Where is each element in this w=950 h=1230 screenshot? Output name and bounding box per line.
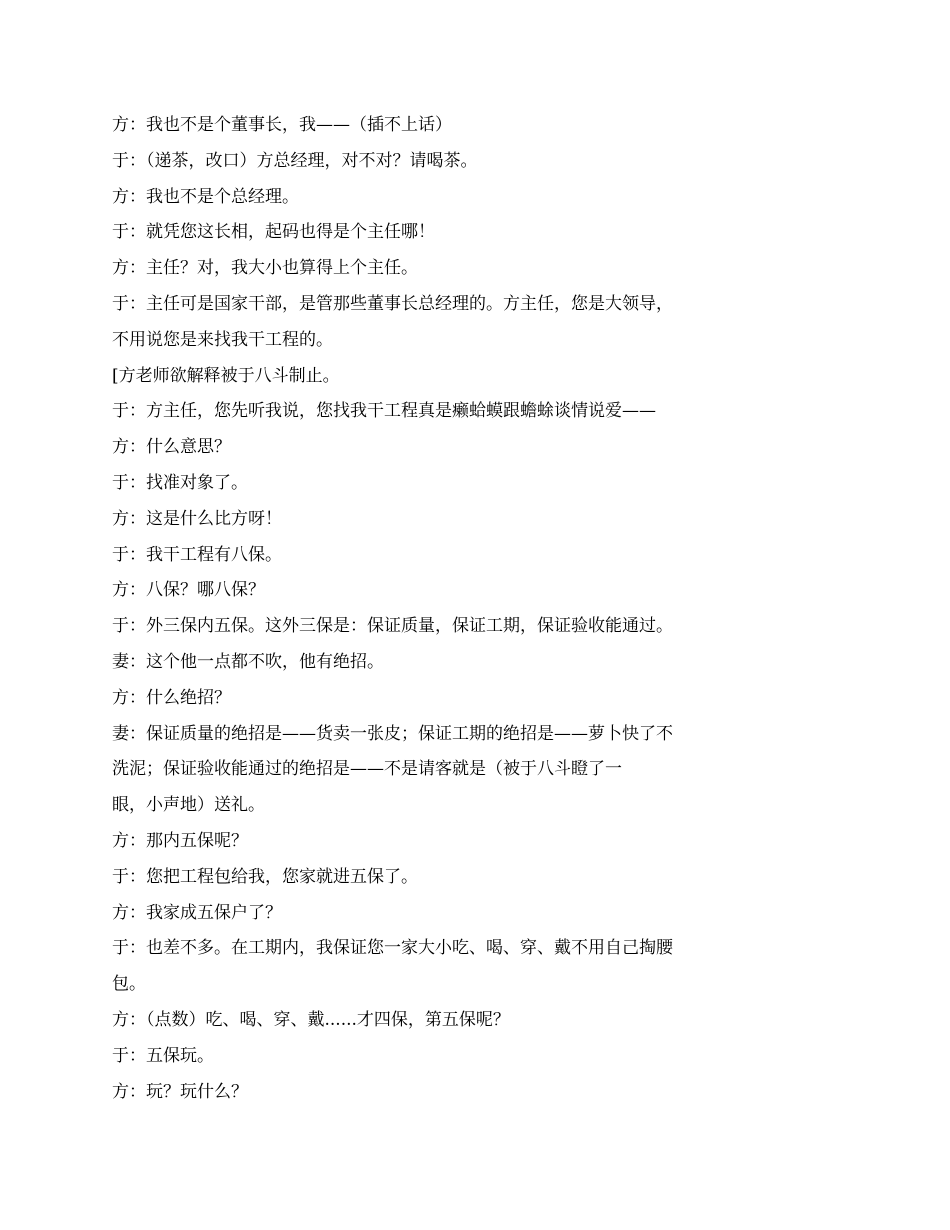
dialogue-line: 于：也差不多。在工期内，我保证您一家大小吃、喝、穿、戴不用自己掏腰	[112, 938, 673, 959]
dialogue-line: 方：我也不是个总经理。	[112, 186, 299, 207]
dialogue-line: 于：找准对象了。	[112, 472, 248, 493]
dialogue-line-continued: 眼，小声地）送礼。	[112, 795, 265, 816]
script-page	[112, 108, 732, 1110]
dialogue-line: 妻：这个他一点都不吹，他有绝招。	[112, 651, 384, 672]
dialogue-line: 于：您把工程包给我，您家就进五保了。	[112, 866, 418, 887]
dialogue-line: 于：外三保内五保。这外三保是：保证质量，保证工期，保证验收能通过。	[112, 616, 673, 637]
dialogue-line: 妻：保证质量的绝招是——货卖一张皮；保证工期的绝招是——萝卜快了不	[112, 723, 673, 744]
dialogue-line: 于：五保玩。	[112, 1045, 214, 1066]
dialogue-line-continued: 包。	[112, 974, 146, 995]
dialogue-line-continued: 不用说您是来找我干工程的。	[112, 329, 333, 350]
dialogue-line-continued: 洗泥；保证验收能通过的绝招是——不是请客就是（被于八斗瞪了一	[112, 759, 622, 780]
dialogue-line: 于：就凭您这长相，起码也得是个主任哪！	[112, 222, 435, 243]
dialogue-line: 方：主任？对，我大小也算得上个主任。	[112, 258, 418, 279]
dialogue-line: 方：我家成五保户了？	[112, 902, 282, 923]
dialogue-line: 方：这是什么比方呀！	[112, 508, 282, 529]
dialogue-line: 方：（点数）吃、喝、穿、戴......才四保，第五保呢？	[112, 1009, 510, 1030]
dialogue-line: 方：八保？哪八保？	[112, 580, 265, 601]
dialogue-line: 于：我干工程有八保。	[112, 544, 282, 565]
dialogue-line: 方：什么意思？	[112, 437, 231, 458]
dialogue-line: 方：什么绝招？	[112, 687, 231, 708]
dialogue-line: 方：玩？玩什么？	[112, 1081, 248, 1102]
dialogue-line: 于：方主任，您先听我说，您找我干工程真是癞蛤蟆跟蟾蜍谈情说爱——	[112, 401, 656, 422]
stage-direction: [方老师欲解释被于八斗制止。	[112, 365, 340, 386]
dialogue-line: 于：（递茶，改口）方总经理，对不对？请喝茶。	[112, 150, 478, 171]
dialogue-line: 方：那内五保呢？	[112, 830, 248, 851]
dialogue-line: 于：主任可是国家干部，是管那些董事长总经理的。方主任，您是大领导，	[112, 293, 673, 314]
dialogue-line: 方：我也不是个董事长，我——（插不上话）	[112, 115, 452, 135]
